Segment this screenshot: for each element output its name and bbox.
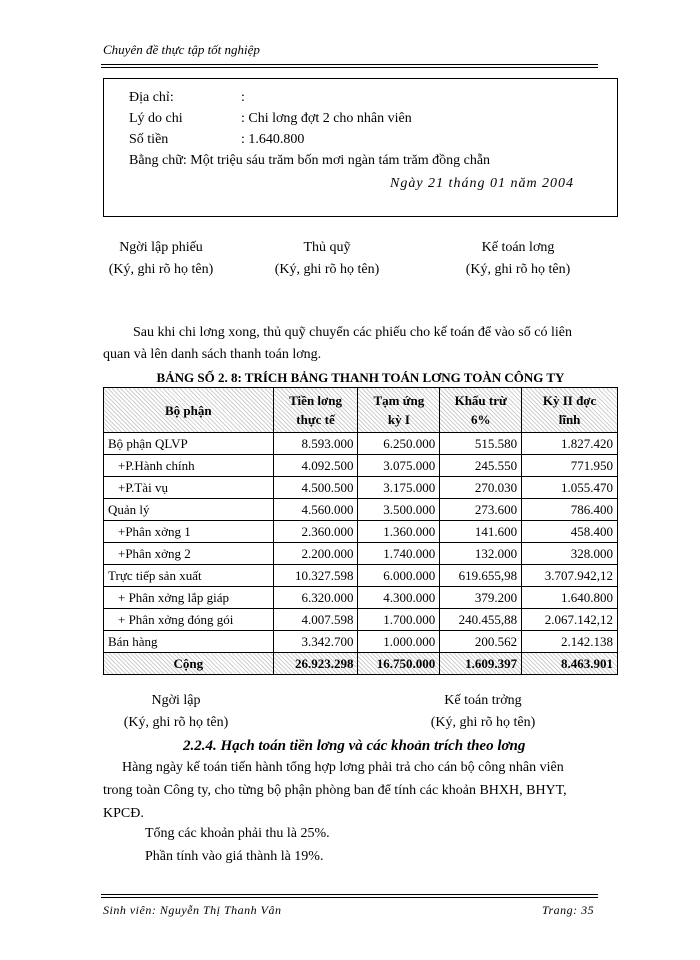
header-actual-salary: Tiền lơng thực tế xyxy=(273,388,358,433)
header-rule-double xyxy=(101,67,598,68)
header-advance: Tạm ứng kỳ I xyxy=(358,388,440,433)
signature-preparer-title: Ngời lập phiếu xyxy=(119,240,203,255)
receipt-box xyxy=(103,78,618,217)
reason-value: : Chi lơng đợt 2 cho nhân viên xyxy=(241,111,412,126)
table-row: + Phân xởng lắp giáp 6.320.000 4.300.000 379.200 1.640.800 xyxy=(104,587,618,609)
footer-rule-double xyxy=(101,897,598,898)
address-label: Địa chỉ: xyxy=(129,90,174,105)
section-line: trong toàn Công ty, cho từng bộ phận phòng ban để tính các khoản BHXH, BHYT, xyxy=(103,783,567,798)
section-line: Hàng ngày kế toán tiến hành tổng hợp lơng phải trả cho cán bộ công nhân viên xyxy=(122,760,564,775)
receipt-date: Ngày 21 tháng 01 năm 2004 xyxy=(390,176,575,191)
page-header: Chuyên đề thực tập tốt nghiệp xyxy=(103,42,260,57)
table-row: +Phân xởng 2 2.200.000 1.740.000 132.000 328.000 xyxy=(104,543,618,565)
signature-chief-accountant-note: (Ký, ghi rõ họ tên) xyxy=(430,715,536,730)
amount-in-words: Bằng chữ: Một triệu sáu trăm bốn mơi ngàn tám trăm đồng chẵn xyxy=(129,153,491,168)
signature-cashier-title: Thủ quỹ xyxy=(303,240,351,255)
amount-label: Số tiền xyxy=(129,132,169,147)
signature-preparer-note: (Ký, ghi rõ họ tên) xyxy=(108,262,214,277)
table-total-row: Cộng 26.923.298 16.750.000 1.609.397 8.463.901 xyxy=(104,653,618,675)
signature-payroll-accountant-title: Kế toán lơng xyxy=(481,240,555,255)
header-second-payment: Kỳ II đợc lĩnh xyxy=(522,388,618,433)
address-value: : xyxy=(241,90,245,105)
section-line: Tổng các khoản phải thu là 25%. xyxy=(145,826,330,841)
table-header-row xyxy=(104,388,618,433)
paragraph-line: quan và lên danh sách thanh toán lơng. xyxy=(103,347,322,362)
section-heading: 2.2.4. Hạch toán tiền lơng và các khoản trích theo lơng xyxy=(183,738,526,754)
amount-value: : 1.640.800 xyxy=(241,132,305,147)
header-deduction: Khấu trừ 6% xyxy=(440,388,522,433)
payroll-table xyxy=(103,387,618,675)
table-row: Trực tiếp sản xuất 10.327.598 6.000.000 619.655,98 3.707.942,12 xyxy=(104,565,618,587)
table-row: Quản lý 4.560.000 3.500.000 273.600 786.400 xyxy=(104,499,618,521)
signature-payroll-accountant-note: (Ký, ghi rõ họ tên) xyxy=(465,262,571,277)
table-row: + Phân xởng đóng gói 4.007.598 1.700.000 240.455,88 2.067.142,12 xyxy=(104,609,618,631)
paragraph-line: Sau khi chi lơng xong, thủ quỹ chuyển các phiếu cho kế toán để vào sổ có liên xyxy=(133,325,572,340)
table-title: BẢNG SỐ 2. 8: TRÍCH BẢNG THANH TOÁN LƠNG TOÀN CÔNG TY xyxy=(156,370,565,385)
footer-student: Sinh viên: Nguyễn Thị Thanh Vân xyxy=(103,903,282,917)
header-rule xyxy=(101,64,598,65)
table-row: +P.Tài vụ 4.500.500 3.175.000 270.030 1.055.470 xyxy=(104,477,618,499)
table-row: Bán hàng 3.342.700 1.000.000 200.562 2.142.138 xyxy=(104,631,618,653)
footer-page-number: Trang: 35 xyxy=(542,903,595,917)
header-department: Bộ phận xyxy=(104,388,274,433)
signature-prepared-by-note: (Ký, ghi rõ họ tên) xyxy=(123,715,229,730)
section-line: KPCĐ. xyxy=(103,806,144,821)
section-line: Phần tính vào giá thành là 19%. xyxy=(145,849,324,864)
table-row: +P.Hành chính 4.092.500 3.075.000 245.550 771.950 xyxy=(104,455,618,477)
signature-cashier-note: (Ký, ghi rõ họ tên) xyxy=(274,262,380,277)
table-row: Bộ phận QLVP 8.593.000 6.250.000 515.580 1.827.420 xyxy=(104,433,618,455)
signature-prepared-by-title: Ngời lập xyxy=(151,693,201,708)
table-row: +Phân xởng 1 2.360.000 1.360.000 141.600 458.400 xyxy=(104,521,618,543)
reason-label: Lý do chi xyxy=(129,111,183,126)
signature-chief-accountant-title: Kế toán trởng xyxy=(444,693,522,708)
footer-rule xyxy=(101,894,598,895)
